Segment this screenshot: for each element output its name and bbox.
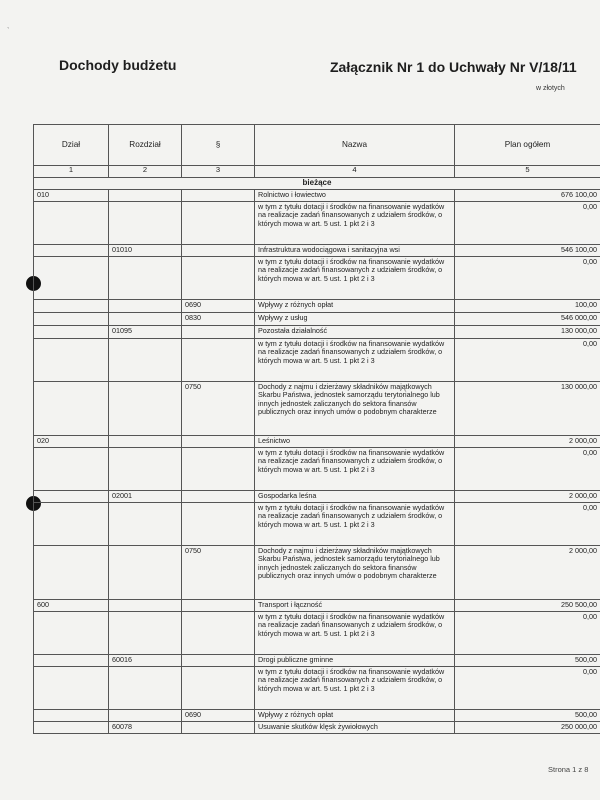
rozdzial-cell (109, 382, 182, 436)
plan-cell: 130 000,00 (455, 326, 600, 339)
dzial-cell (34, 503, 109, 546)
dzial-cell (34, 257, 109, 300)
rozdzial-cell (109, 202, 182, 245)
table-row (34, 436, 600, 448)
rozdzial-cell (109, 436, 182, 448)
paragraph-cell (182, 722, 255, 734)
nazwa-cell: Rolnictwo i łowiectwo (255, 190, 455, 202)
rozdzial-cell (109, 190, 182, 202)
dzial-cell (34, 491, 109, 503)
nazwa-cell: Dochody z najmu i dzierżawy składników majątkowych Skarbu Państwa, jednostek samorządu terytorialnego lub innych jednostek zaliczanych do sektora finansów publicznych oraz innych umów o podobnym charakterze (255, 382, 455, 436)
paragraph-cell (182, 448, 255, 491)
nazwa-cell: w tym z tytułu dotacji i środków na finansowanie wydatków na realizacje zadań finansowanych z udziałem środków, o których mowa w art. 5 ust. 1 pkt 2 i 3 (255, 202, 455, 245)
nazwa-cell: w tym z tytułu dotacji i środków na finansowanie wydatków na realizacje zadań finansowanych z udziałem środków, o których mowa w art. 5 ust. 1 pkt 2 i 3 (255, 257, 455, 300)
rozdzial-cell (109, 546, 182, 600)
plan-cell: 0,00 (455, 667, 600, 710)
paragraph-cell (182, 202, 255, 245)
nazwa-cell: w tym z tytułu dotacji i środków na finansowanie wydatków na realizacje zadań finansowanych z udziałem środków, o których mowa w art. 5 ust. 1 pkt 2 i 3 (255, 448, 455, 491)
plan-cell: 0,00 (455, 257, 600, 300)
dzial-cell (34, 655, 109, 667)
dzial-cell (34, 612, 109, 655)
nazwa-cell: Infrastruktura wodociągowa i sanitacyjna wsi (255, 245, 455, 257)
paragraph-cell: 0750 (182, 546, 255, 600)
nazwa-cell: w tym z tytułu dotacji i środków na finansowanie wydatków na realizacje zadań finansowanych z udziałem środków, o których mowa w art. 5 ust. 1 pkt 2 i 3 (255, 612, 455, 655)
col-number: 3 (182, 166, 255, 178)
rozdzial-cell: 01010 (109, 245, 182, 257)
paragraph-cell (182, 600, 255, 612)
rozdzial-cell (109, 448, 182, 491)
table-row (34, 313, 600, 326)
nazwa-cell: Wpływy z usług (255, 313, 455, 326)
table-row (34, 710, 600, 722)
section-label: bieżące (34, 178, 600, 190)
table-row (34, 339, 600, 382)
nazwa-cell: Gospodarka leśna (255, 491, 455, 503)
table-row (34, 667, 600, 710)
dzial-cell (34, 382, 109, 436)
rozdzial-cell: 60078 (109, 722, 182, 734)
nazwa-cell: w tym z tytułu dotacji i środków na finansowanie wydatków na realizacje zadań finansowanych z udziałem środków, o których mowa w art. 5 ust. 1 pkt 2 i 3 (255, 339, 455, 382)
rozdzial-cell (109, 300, 182, 313)
col-number: 5 (455, 166, 600, 178)
paragraph-cell (182, 667, 255, 710)
rozdzial-cell (109, 667, 182, 710)
table-row (34, 257, 600, 300)
nazwa-cell: Transport i łączność (255, 600, 455, 612)
section-row (34, 178, 600, 190)
attachment-title: Załącznik Nr 1 do Uchwały Nr V/18/11 (330, 59, 577, 75)
nazwa-cell: Wpływy z różnych opłat (255, 300, 455, 313)
table-row (34, 503, 600, 546)
plan-cell: 0,00 (455, 503, 600, 546)
plan-cell: 2 000,00 (455, 546, 600, 600)
table-row (34, 190, 600, 202)
table-row (34, 612, 600, 655)
nazwa-cell: Pozostała działalność (255, 326, 455, 339)
plan-cell: 250 500,00 (455, 600, 600, 612)
paragraph-cell: 0690 (182, 710, 255, 722)
page-number: Strona 1 z 8 (548, 765, 589, 774)
dzial-cell (34, 667, 109, 710)
nazwa-cell: Wpływy z różnych opłat (255, 710, 455, 722)
table-row (34, 448, 600, 491)
dzial-cell: 010 (34, 190, 109, 202)
table-row (34, 202, 600, 245)
plan-cell: 130 000,00 (455, 382, 600, 436)
table-header-row (34, 125, 600, 166)
column-number-row (34, 166, 600, 178)
col-header-nazwa: Nazwa (255, 125, 455, 166)
plan-cell: 0,00 (455, 339, 600, 382)
paragraph-cell (182, 326, 255, 339)
rozdzial-cell (109, 313, 182, 326)
paragraph-cell (182, 339, 255, 382)
plan-cell: 100,00 (455, 300, 600, 313)
scan-mark: ˎ (7, 20, 10, 29)
paragraph-cell: 0750 (182, 382, 255, 436)
rozdzial-cell (109, 503, 182, 546)
table-row (34, 382, 600, 436)
nazwa-cell: Dochody z najmu i dzierżawy składników majątkowych Skarbu Państwa, jednostek samorządu terytorialnego lub innych jednostek zaliczanych do sektora finansów publicznych oraz innych umów o podobnym charakterze (255, 546, 455, 600)
table-row (34, 722, 600, 734)
plan-cell: 0,00 (455, 448, 600, 491)
paragraph-cell: 0690 (182, 300, 255, 313)
rozdzial-cell (109, 339, 182, 382)
currency-unit: w złotych (536, 85, 565, 92)
rozdzial-cell (109, 612, 182, 655)
dzial-cell (34, 546, 109, 600)
table-row (34, 600, 600, 612)
col-number: 2 (109, 166, 182, 178)
table-row (34, 326, 600, 339)
budget-table (33, 124, 600, 734)
paragraph-cell (182, 257, 255, 300)
rozdzial-cell (109, 600, 182, 612)
plan-cell: 546 000,00 (455, 313, 600, 326)
plan-cell: 676 100,00 (455, 190, 600, 202)
rozdzial-cell: 01095 (109, 326, 182, 339)
rozdzial-cell: 60016 (109, 655, 182, 667)
paragraph-cell (182, 436, 255, 448)
col-header-dzial: Dział (34, 125, 109, 166)
dzial-cell (34, 326, 109, 339)
dzial-cell (34, 313, 109, 326)
paragraph-cell (182, 655, 255, 667)
col-header-paragraph: § (182, 125, 255, 166)
plan-cell: 0,00 (455, 202, 600, 245)
budget-title: Dochody budżetu (59, 57, 177, 73)
table-row (34, 245, 600, 257)
table-row (34, 655, 600, 667)
col-header-plan: Plan ogółem (455, 125, 600, 166)
dzial-cell: 020 (34, 436, 109, 448)
col-number: 1 (34, 166, 109, 178)
dzial-cell (34, 448, 109, 491)
paragraph-cell (182, 491, 255, 503)
table-row (34, 300, 600, 313)
rozdzial-cell (109, 257, 182, 300)
dzial-cell (34, 710, 109, 722)
dzial-cell (34, 202, 109, 245)
rozdzial-cell: 02001 (109, 491, 182, 503)
paragraph-cell (182, 190, 255, 202)
paragraph-cell (182, 612, 255, 655)
nazwa-cell: Usuwanie skutków klęsk żywiołowych (255, 722, 455, 734)
plan-cell: 546 100,00 (455, 245, 600, 257)
dzial-cell (34, 245, 109, 257)
col-header-rozdzial: Rozdział (109, 125, 182, 166)
nazwa-cell: w tym z tytułu dotacji i środków na finansowanie wydatków na realizacje zadań finansowanych z udziałem środków, o których mowa w art. 5 ust. 1 pkt 2 i 3 (255, 503, 455, 546)
paragraph-cell (182, 503, 255, 546)
nazwa-cell: Drogi publiczne gminne (255, 655, 455, 667)
plan-cell: 500,00 (455, 710, 600, 722)
paragraph-cell (182, 245, 255, 257)
dzial-cell (34, 300, 109, 313)
nazwa-cell: w tym z tytułu dotacji i środków na finansowanie wydatków na realizacje zadań finansowanych z udziałem środków, o których mowa w art. 5 ust. 1 pkt 2 i 3 (255, 667, 455, 710)
col-number: 4 (255, 166, 455, 178)
paragraph-cell: 0830 (182, 313, 255, 326)
dzial-cell: 600 (34, 600, 109, 612)
plan-cell: 2 000,00 (455, 491, 600, 503)
rozdzial-cell (109, 710, 182, 722)
plan-cell: 0,00 (455, 612, 600, 655)
plan-cell: 250 000,00 (455, 722, 600, 734)
table-row (34, 491, 600, 503)
plan-cell: 500,00 (455, 655, 600, 667)
dzial-cell (34, 722, 109, 734)
nazwa-cell: Leśnictwo (255, 436, 455, 448)
dzial-cell (34, 339, 109, 382)
table-row (34, 546, 600, 600)
plan-cell: 2 000,00 (455, 436, 600, 448)
